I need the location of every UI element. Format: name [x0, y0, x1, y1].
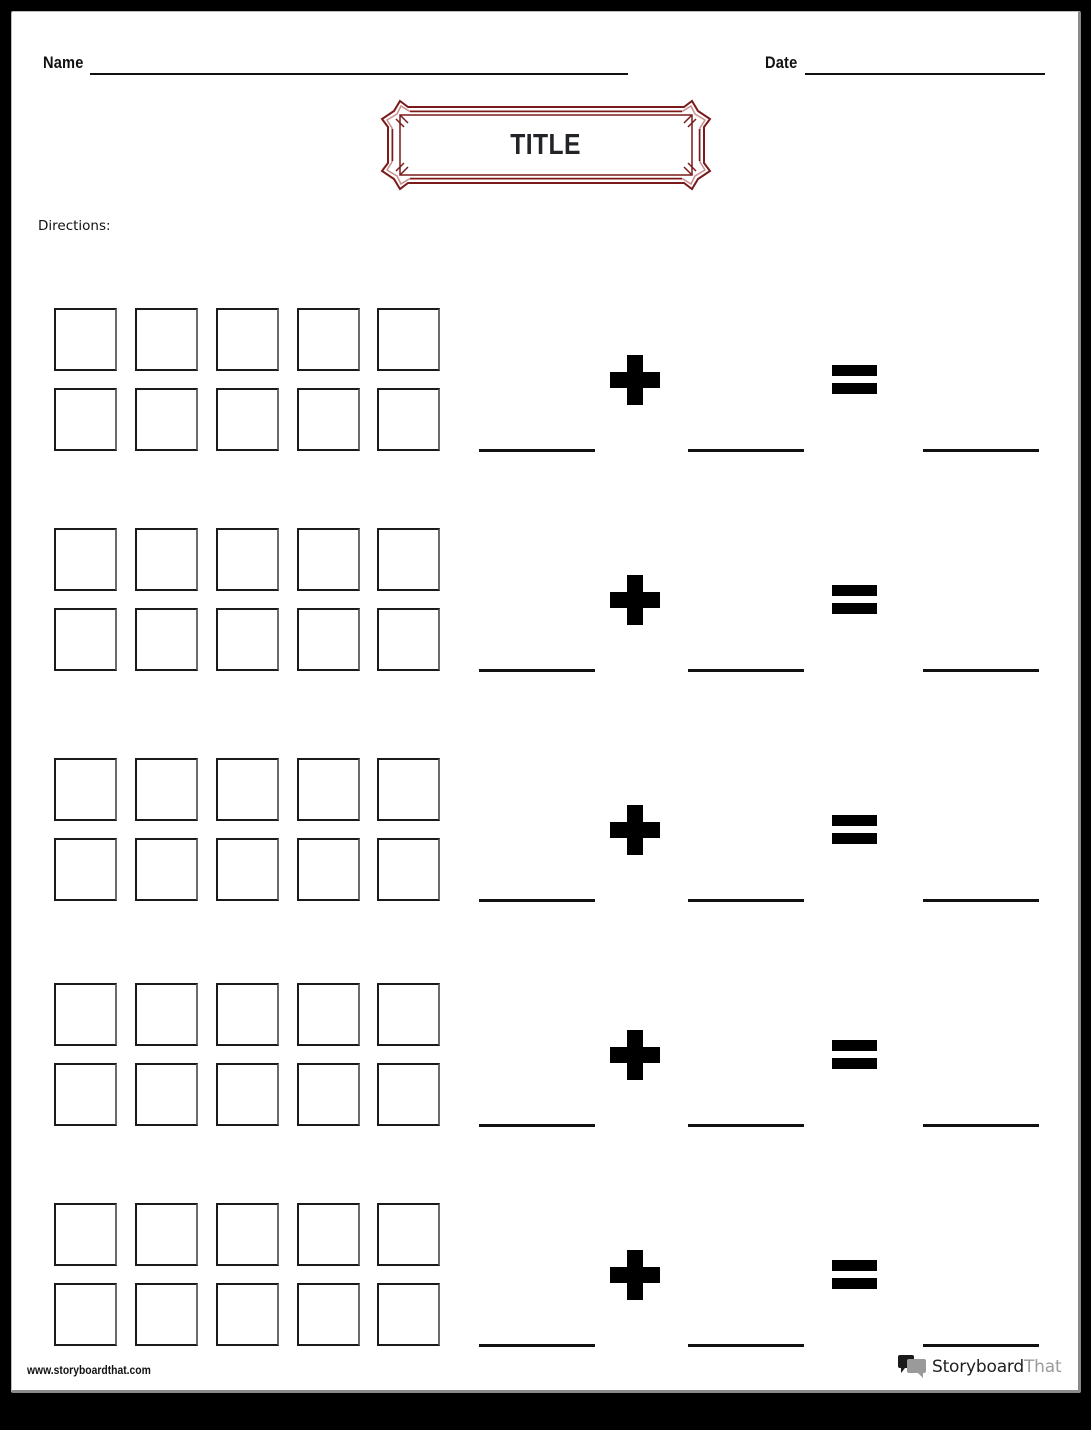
plus-icon: [610, 575, 660, 625]
plus-icon: [610, 1250, 660, 1300]
ten-frame-box[interactable]: [54, 308, 117, 371]
sum-blank[interactable]: [923, 1124, 1039, 1127]
ten-frame-box[interactable]: [216, 758, 279, 821]
equals-icon: [832, 815, 877, 845]
ten-frame-box[interactable]: [297, 608, 360, 671]
ten-frame-box[interactable]: [216, 388, 279, 451]
addend-1-blank[interactable]: [479, 449, 595, 452]
ten-frame-box[interactable]: [297, 1063, 360, 1126]
addend-1-blank[interactable]: [479, 899, 595, 902]
equals-icon: [832, 1040, 877, 1070]
ten-frame-box[interactable]: [135, 838, 198, 901]
ten-frame-box[interactable]: [135, 758, 198, 821]
ten-frame-box[interactable]: [377, 608, 440, 671]
brand-logo: [896, 1354, 1061, 1380]
ten-frame-box[interactable]: [297, 1203, 360, 1266]
directions-label: Directions:: [38, 218, 111, 234]
plus-icon: [610, 355, 660, 405]
ten-frame-box[interactable]: [377, 838, 440, 901]
sum-blank[interactable]: [923, 899, 1039, 902]
name-line[interactable]: [90, 73, 628, 75]
ten-frame-box[interactable]: [135, 608, 198, 671]
date-label: Date: [765, 53, 798, 72]
worksheet-title[interactable]: TITLE: [510, 128, 582, 161]
addend-1-blank[interactable]: [479, 669, 595, 672]
addend-1-blank[interactable]: [479, 1124, 595, 1127]
ten-frame-box[interactable]: [135, 1063, 198, 1126]
equals-icon: [832, 1260, 877, 1290]
plus-icon: [610, 1030, 660, 1080]
ten-frame-box[interactable]: [54, 983, 117, 1046]
ten-frame-box[interactable]: [54, 528, 117, 591]
ten-frame-box[interactable]: [377, 1203, 440, 1266]
ten-frame-box[interactable]: [377, 528, 440, 591]
ten-frame-box[interactable]: [216, 1063, 279, 1126]
ten-frame-box[interactable]: [54, 1283, 117, 1346]
ten-frame-box[interactable]: [135, 983, 198, 1046]
addend-2-blank[interactable]: [688, 669, 804, 672]
ten-frame-box[interactable]: [54, 1203, 117, 1266]
ten-frame-box[interactable]: [216, 528, 279, 591]
ten-frame-box[interactable]: [216, 838, 279, 901]
addend-1-blank[interactable]: [479, 1344, 595, 1347]
ten-frame-box[interactable]: [135, 308, 198, 371]
ten-frame-box[interactable]: [54, 608, 117, 671]
footer-url: www.storyboardthat.com: [27, 1365, 151, 1377]
ten-frame-box[interactable]: [54, 838, 117, 901]
equals-icon: [832, 585, 877, 615]
ten-frame-box[interactable]: [377, 388, 440, 451]
ten-frame-box[interactable]: [297, 388, 360, 451]
ten-frame-box[interactable]: [135, 1203, 198, 1266]
ten-frame-box[interactable]: [377, 1283, 440, 1346]
sum-blank[interactable]: [923, 449, 1039, 452]
brand-name: StoryboardThat: [932, 1357, 1062, 1377]
ten-frame-box[interactable]: [54, 1063, 117, 1126]
date-line[interactable]: [805, 73, 1045, 75]
ten-frame-box[interactable]: [297, 983, 360, 1046]
name-label: Name: [43, 53, 84, 72]
title-frame: [378, 97, 714, 193]
ten-frame-box[interactable]: [216, 1283, 279, 1346]
addend-2-blank[interactable]: [688, 899, 804, 902]
ten-frame-box[interactable]: [377, 1063, 440, 1126]
ten-frame-box[interactable]: [297, 1283, 360, 1346]
sum-blank[interactable]: [923, 1344, 1039, 1347]
ten-frame-box[interactable]: [54, 758, 117, 821]
ten-frame-box[interactable]: [377, 308, 440, 371]
equals-icon: [832, 365, 877, 395]
ten-frame-box[interactable]: [297, 308, 360, 371]
ten-frame-box[interactable]: [135, 388, 198, 451]
ten-frame-box[interactable]: [297, 838, 360, 901]
plus-icon: [610, 805, 660, 855]
ten-frame-box[interactable]: [216, 1203, 279, 1266]
ten-frame-box[interactable]: [377, 758, 440, 821]
ten-frame-box[interactable]: [135, 1283, 198, 1346]
addend-2-blank[interactable]: [688, 1344, 804, 1347]
ten-frame-box[interactable]: [216, 308, 279, 371]
addend-2-blank[interactable]: [688, 1124, 804, 1127]
ten-frame-box[interactable]: [297, 758, 360, 821]
speech-bubbles-icon: [896, 1354, 928, 1380]
ten-frame-box[interactable]: [54, 388, 117, 451]
ten-frame-box[interactable]: [297, 528, 360, 591]
ten-frame-box[interactable]: [377, 983, 440, 1046]
sum-blank[interactable]: [923, 669, 1039, 672]
ten-frame-box[interactable]: [216, 608, 279, 671]
worksheet-page: [11, 11, 1081, 1393]
ten-frame-box[interactable]: [135, 528, 198, 591]
addend-2-blank[interactable]: [688, 449, 804, 452]
ten-frame-box[interactable]: [216, 983, 279, 1046]
